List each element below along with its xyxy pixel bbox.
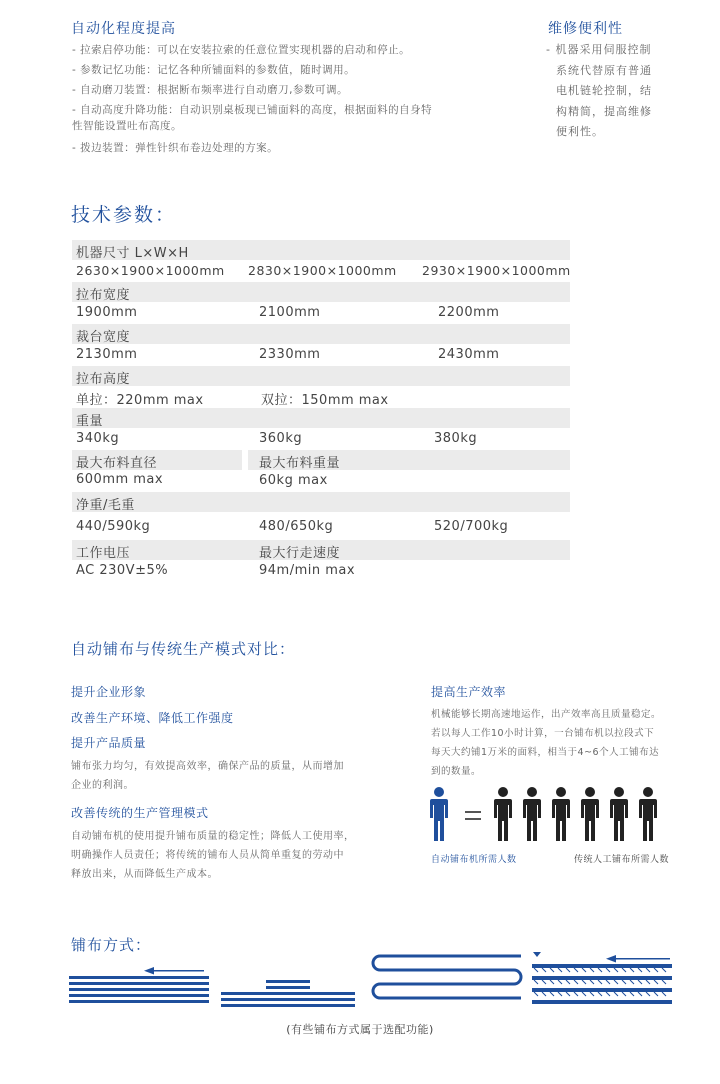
spec-value: 360kg — [259, 431, 303, 446]
feature-item: - 自动高度升降功能：自动识别桌板现已铺面料的高度，根据面料的自身特 — [72, 104, 433, 116]
spec-band — [72, 366, 570, 386]
feature-item: - 自动磨刀装置：根据断布频率进行自动磨刀,参数可调。 — [72, 84, 348, 96]
compare-heading: 提升产品质量 — [71, 736, 147, 750]
spec-value: 2330mm — [259, 347, 321, 362]
compare-line: 每天大约铺1万米的面料，相当于4~6个人工铺布达 — [431, 747, 660, 758]
compare-line: 企业的利润。 — [71, 780, 134, 791]
compare-heading: 提升企业形象 — [71, 685, 147, 699]
compare-line: 铺布张力均匀，有效提高效率，确保产品的质量，从而增加 — [71, 761, 344, 772]
person-icon-auto — [430, 787, 448, 841]
spec-value: 2630×1900×1000mm — [76, 263, 225, 278]
spec-label: 最大布料直径 — [76, 456, 158, 471]
method-one-way — [69, 967, 209, 1003]
spec-value: 1900mm — [76, 305, 138, 320]
spec-label: 工作电压 — [76, 546, 131, 561]
triangle-down-icon — [533, 952, 541, 957]
manual-caption: 传统人工铺布所需人数 — [574, 855, 670, 865]
compare-heading: 改善生产环境、降低工作强度 — [71, 711, 234, 725]
spec-value: 440/590kg — [76, 519, 151, 534]
spec-label: 裁台宽度 — [76, 330, 131, 345]
compare-heading: 提高生产效率 — [431, 685, 507, 699]
spec-label: 机器尺寸 L×W×H — [76, 246, 189, 261]
person-icon-manual — [552, 787, 570, 841]
compare-paragraph — [431, 705, 711, 781]
spec-value: 单拉：220mm max — [76, 393, 204, 408]
spec-band — [72, 282, 570, 302]
compare-paragraph — [71, 757, 391, 795]
person-icon-manual — [494, 787, 512, 841]
method-face-to-face — [532, 952, 672, 1004]
spec-label: 重量 — [76, 414, 104, 429]
spec-label: 净重/毛重 — [76, 498, 135, 513]
spreading-methods-diagram — [66, 948, 676, 1010]
compare-paragraph — [71, 827, 391, 884]
spec-band — [72, 492, 570, 512]
equals-icon — [465, 811, 481, 820]
spec-value: 60kg max — [259, 473, 328, 488]
spec-label: 最大布料重量 — [259, 456, 341, 471]
maintenance-line: 系统代替原有普通 — [556, 63, 652, 77]
compare-line: 若以每人工作10小时计算，一台铺布机以拉段式下 — [431, 728, 655, 739]
spec-band — [72, 324, 570, 344]
maintenance-line: - 机器采用伺服控制 — [546, 43, 652, 56]
spec-band — [72, 408, 570, 428]
spec-value: 380kg — [434, 431, 478, 446]
person-icon-manual — [581, 787, 599, 841]
person-icon-manual — [639, 787, 657, 841]
specs-title: 技术参数： — [71, 204, 177, 226]
compare-title: 自动铺布与传统生产模式对比： — [71, 640, 296, 658]
spec-value: 480/650kg — [259, 519, 334, 534]
auto-caption: 自动铺布机所需人数 — [431, 855, 517, 865]
spec-value: 600mm max — [76, 472, 164, 487]
arrow-left-icon — [606, 955, 670, 963]
method-zigzag — [373, 956, 521, 998]
compare-heading: 改善传统的生产管理模式 — [71, 806, 209, 820]
methods-note: (有些铺布方式属于选配功能) — [286, 1023, 434, 1036]
spec-label: 拉布高度 — [76, 372, 131, 387]
spec-label: 最大行走速度 — [259, 546, 341, 561]
spec-value: 520/700kg — [434, 519, 509, 534]
compare-line: 到的数量。 — [431, 766, 482, 777]
spec-label: 拉布宽度 — [76, 288, 131, 303]
compare-line: 释放出来，从而降低生产成本。 — [71, 869, 218, 880]
people-comparison-graphic — [425, 786, 675, 846]
maintenance-title: 维修便利性 — [548, 21, 623, 37]
arrow-left-icon — [144, 967, 204, 975]
spec-value: 2930×1900×1000mm — [422, 263, 571, 278]
maintenance-line: 电机链轮控制，结 — [556, 84, 652, 97]
feature-item: 性智能设置吐布高度。 — [72, 120, 182, 132]
spec-value: 2430mm — [438, 347, 500, 362]
maintenance-line: 便利性。 — [556, 125, 604, 138]
maintenance-text — [546, 40, 676, 143]
compare-line: 明确操作人员责任；将传统的铺布人员从简单重复的劳动中 — [71, 850, 344, 861]
person-icon-manual — [610, 787, 628, 841]
features-list — [72, 40, 492, 158]
feature-item: - 参数记忆功能：记忆各种所铺面料的参数值，随时调用。 — [72, 64, 356, 76]
spec-value: 2200mm — [438, 305, 500, 320]
methods-title: 铺布方式： — [71, 936, 152, 954]
compare-line: 机械能够长期高速地运作，出产效率高且质量稳定。 — [431, 709, 662, 720]
features-title: 自动化程度提高 — [71, 21, 176, 37]
spec-value: 2100mm — [259, 305, 321, 320]
spec-value: 94m/min max — [259, 563, 356, 578]
spec-value: AC 230V±5% — [76, 563, 169, 578]
compare-line: 自动铺布机的使用提升铺布质量的稳定性；降低人工使用率， — [71, 831, 355, 842]
spec-value: 2830×1900×1000mm — [248, 263, 397, 278]
spec-value: 双拉：150mm max — [261, 393, 389, 408]
method-step — [221, 980, 355, 1007]
person-icon-manual — [523, 787, 541, 841]
feature-item: - 拉索启停功能：可以在安装拉索的任意位置实现机器的启动和停止。 — [72, 44, 411, 56]
feature-item: - 拨边装置：弹性针织布卷边处理的方案。 — [72, 142, 279, 154]
spec-value: 340kg — [76, 431, 120, 446]
maintenance-line: 构精简，提高维修 — [556, 104, 652, 118]
spec-value: 2130mm — [76, 347, 138, 362]
